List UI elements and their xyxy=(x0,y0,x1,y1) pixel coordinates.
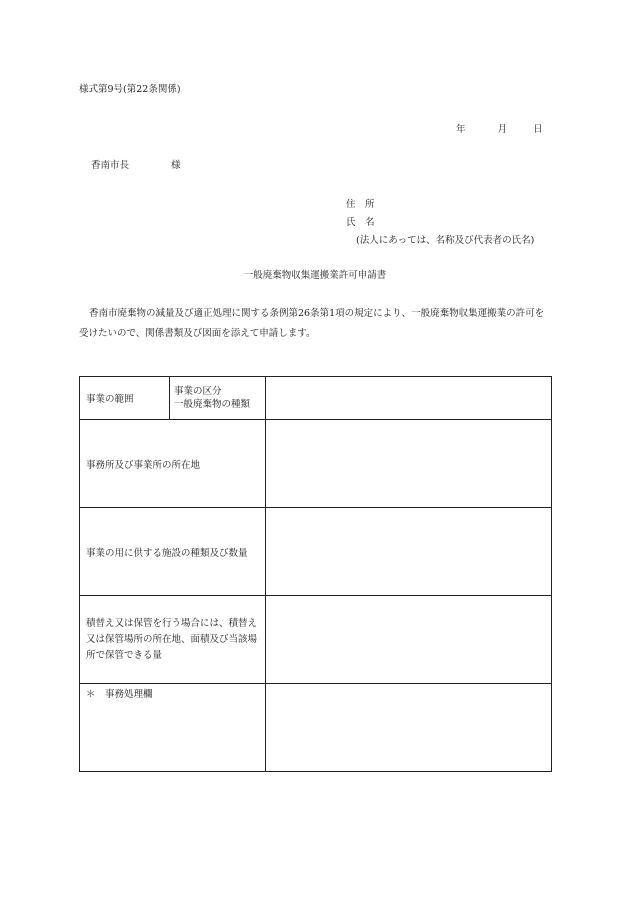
table-row-facilities xyxy=(80,508,552,596)
office-use-value[interactable] xyxy=(266,684,552,772)
application-statement: 香南市廃棄物の減量及び適正処理に関する条例第26条第1項の規定により、一般廃棄物収集運搬業の許可を受けたいので、関係書類及び図面を添えて申請します。 xyxy=(79,308,545,339)
document-title: 一般廃棄物収集運搬業許可申請書 xyxy=(243,270,387,281)
table-row-office xyxy=(80,420,552,508)
date-line xyxy=(456,121,543,135)
office-use-label: ＊ 事務処理欄 xyxy=(80,684,266,772)
corporate-note: (法人にあっては、名称及び代表者の氏名) xyxy=(356,235,535,246)
addressee xyxy=(91,157,181,171)
date-day: 日 xyxy=(533,124,543,135)
office-location-value[interactable] xyxy=(266,420,552,508)
scope-value[interactable] xyxy=(266,377,552,420)
facilities-label: 事業の用に供する施設の種類及び数量 xyxy=(80,508,266,596)
facilities-value[interactable] xyxy=(266,508,552,596)
waste-type-label: 一般廃棄物の種類 xyxy=(174,399,251,410)
category-label: 事業の区分 xyxy=(174,386,222,397)
table-row-office-use xyxy=(80,684,552,772)
scope-label: 事業の範囲 xyxy=(80,377,170,420)
office-location-label: 事務所及び事業所の所在地 xyxy=(80,420,266,508)
date-month: 月 xyxy=(497,124,508,135)
date-year: 年 xyxy=(456,124,466,135)
application-table xyxy=(79,376,552,772)
table-row-storage xyxy=(80,596,552,684)
category-cell xyxy=(170,377,266,420)
name-label: 氏 名 xyxy=(346,217,375,228)
storage-value[interactable] xyxy=(266,596,552,684)
address-label: 住 所 xyxy=(346,199,375,210)
addressee-name: 香南市長 xyxy=(91,160,130,171)
form-number: 様式第9号(第22条関係) xyxy=(79,84,181,95)
addressee-honorific: 様 xyxy=(171,160,181,171)
storage-label: 積替え又は保管を行う場合には、積替え又は保管場所の所在地、面積及び当該場所で保管できる量 xyxy=(80,596,266,684)
table-row-scope xyxy=(80,377,552,420)
